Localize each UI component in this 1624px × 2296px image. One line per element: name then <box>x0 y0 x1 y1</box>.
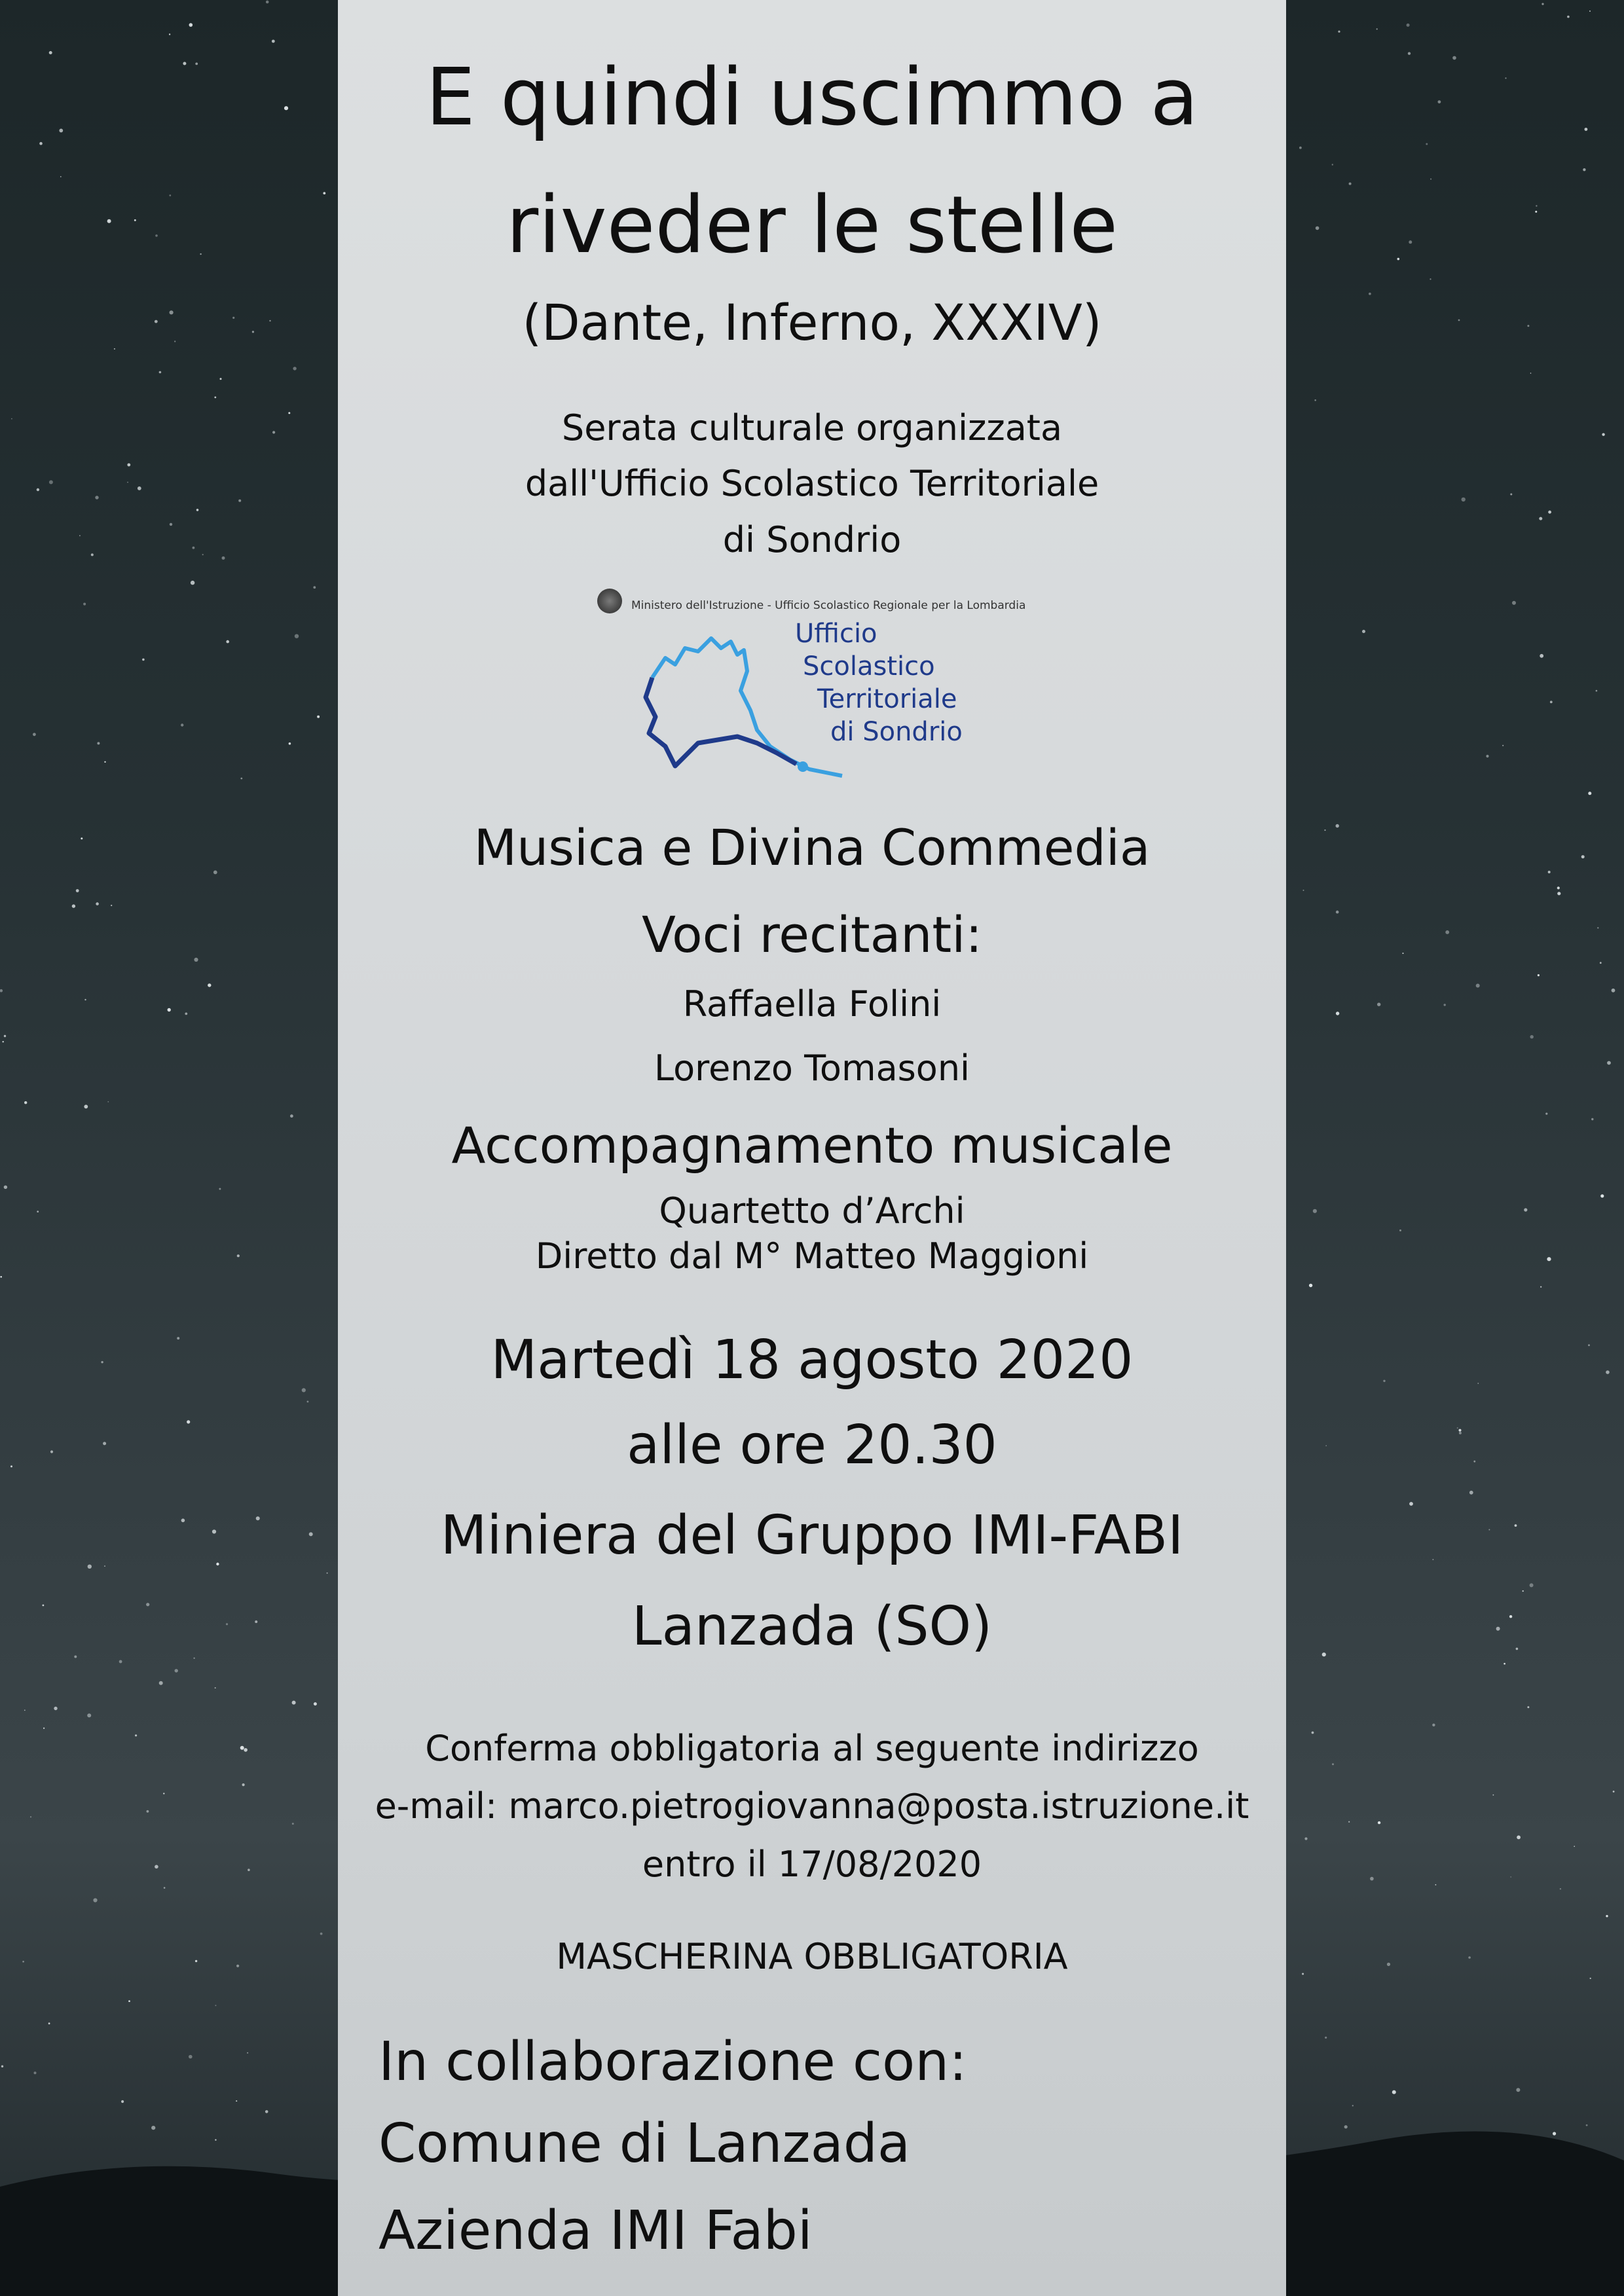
rsvp-deadline: entro il 17/08/2020 <box>642 1844 982 1885</box>
voices-heading: Voci recitanti: <box>642 905 982 964</box>
program-heading: Musica e Divina Commedia <box>473 818 1151 877</box>
partner-comune-lanzada: Comune di Lanzada <box>378 2113 911 2175</box>
event-title-line-1: E quindi uscimmo a <box>425 52 1199 143</box>
ensemble-director: Diretto dal M° Matteo Maggioni <box>535 1235 1089 1277</box>
logo-word-di-sondrio: di Sondrio <box>830 717 963 747</box>
dante-citation: (Dante, Inferno, XXXIV) <box>522 293 1102 352</box>
voice-raffaella-folini: Raffaella Folini <box>682 983 942 1025</box>
event-time: alle ore 20.30 <box>627 1414 997 1476</box>
logo-caption: Ministero dell'Istruzione - Ufficio Scolastico Regionale per la Lombardia <box>631 599 1026 612</box>
rsvp-email[interactable]: e-mail: marco.pietrogiovanna@posta.istruzione.it <box>375 1785 1249 1827</box>
ust-sondrio-logo <box>593 586 1039 789</box>
organizer-line-3: di Sondrio <box>722 519 902 560</box>
music-heading: Accompagnamento musicale <box>451 1116 1173 1175</box>
logo-word-territoriale: Territoriale <box>817 684 957 714</box>
event-town: Lanzada (SO) <box>631 1595 993 1658</box>
content-panel <box>338 0 1286 2296</box>
voice-lorenzo-tomasoni: Lorenzo Tomasoni <box>654 1048 970 1089</box>
logo-word-ufficio: Ufficio <box>795 619 877 649</box>
rsvp-line-1: Conferma obbligatoria al seguente indirizzo <box>425 1728 1199 1769</box>
partner-imi-fabi: Azienda IMI Fabi <box>378 2200 813 2262</box>
logo-word-scolastico: Scolastico <box>803 651 935 682</box>
event-venue: Miniera del Gruppo IMI-FABI <box>440 1504 1184 1567</box>
ensemble-name: Quartetto d’Archi <box>659 1190 965 1231</box>
mask-notice: MASCHERINA OBBLIGATORIA <box>556 1936 1068 1977</box>
collaboration-heading: In collaborazione con: <box>378 2031 967 2093</box>
republic-seal-icon <box>597 589 622 613</box>
organizer-line-1: Serata culturale organizzata <box>561 407 1063 448</box>
event-title-line-2: riveder le stelle <box>506 180 1118 271</box>
organizer-line-2: dall'Ufficio Scolastico Territoriale <box>525 463 1099 504</box>
event-date: Martedì 18 agosto 2020 <box>490 1329 1134 1391</box>
